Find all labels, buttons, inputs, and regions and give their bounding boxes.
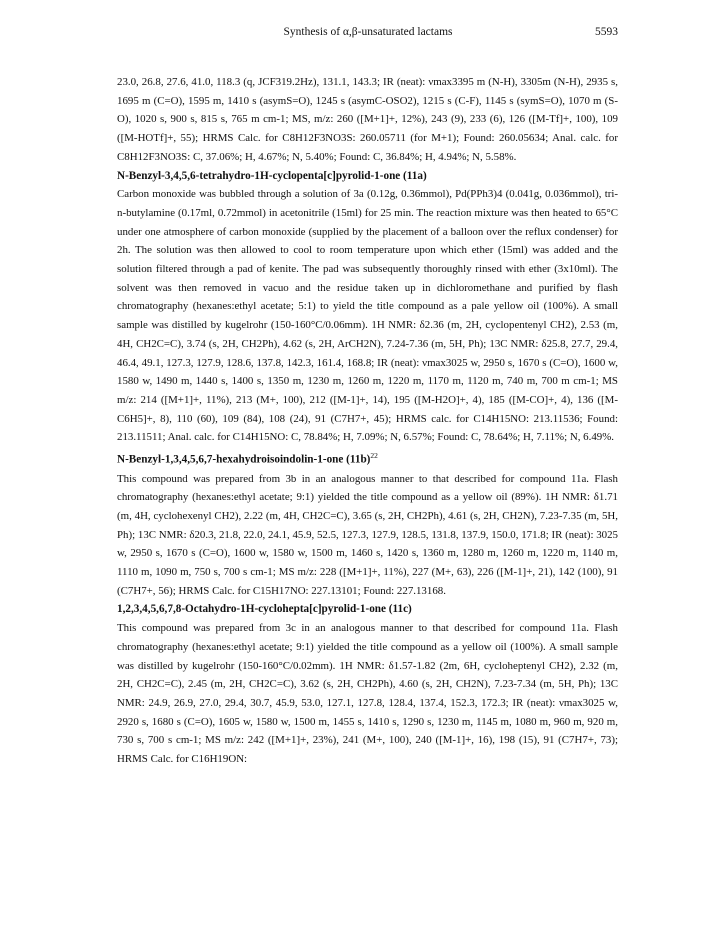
heading-compound-11a [117,167,618,186]
heading-text: 1,2,3,4,5,6,7,8-Octahydro-1H-cyclohepta[c]pyrolid-1-one (11c) [117,603,412,616]
paragraph-compound-11c: This compound was prepared from 3c in an analogous manner to that described for compound 11a. Flash chromatography (hexanes:ethyl acetate; 9:1) yielded the title compound as a yellow oil (100%). A small sample was distilled by kugelrohr (150-160°C/0.02mm). 1H NMR: δ1.57-1.82 (2m, 6H, cycloheptenyl CH2), 2.32 (m, 2H, CH2C=C), 2.45 (m, 2H, CH2C=C), 3.62 (s, 2H, CH2Ph), 4.60 (s, 2H, CH2N), 7.23-7.34 (m, 5H, Ph); 13C NMR: 24.9, 26.9, 27.0, 29.4, 30.7, 45.9, 53.0, 127.1, 127.8, 128.4, 137.4, 152.3, 172.3; IR (neat): νmax3025 w, 2920 s, 1680 s (C=O), 1605 w, 1580 w, 1500 m, 1455 s, 1410 s, 1290 s, 1230 m, 1145 m, 1080 m, 960 m, 920 m, 730 s, 700 s cm-1; MS m/z: 242 ([M+1]+, 23%), 241 (M+, 100), 240 ([M-1]+, 16), 198 (15), 91 (C7H7+, 73); HRMS Calc. for C16H19ON: [117,622,618,766]
running-header [118,26,618,42]
paragraph-compound-11b: This compound was prepared from 3b in an analogous manner to that described for compound 11a. Flash chromatography (hexanes:ethyl acetate; 9:1) yielded the title compound as a yellow oil (89%). 1H NMR: δ1.71 (m, 4H, cyclohexenyl CH2), 2.22 (m, 4H, CH2C=C), 3.65 (s, 2H, CH2Ph), 4.61 (s, 2H, CH2N), 7.23-7.35 (m, 5H, Ph); 13C NMR: δ20.3, 21.8, 22.0, 24.1, 45.9, 52.5, 127.3, 127.9, 128.5, 131.8, 137.9, 150.0, 171.8; IR (neat): 3025 w, 2950 s, 1670 s (C=O), 1600 w, 1580 w, 1500 m, 1460 s, 1420 s, 1360 m, 1280 m, 1260 m, 1220 m, 1140 m, 1110 m, 1090 m, 750 s, 700 s cm-1; MS m/z: 228 ([M+1]+, 11%), 227 (M+, 63), 226 ([M-1]+, 21), 142 (100), 91 (C7H7+, 56); HRMS Calc. for C15H17NO: 227.13101; Found: 227.13168. [117,472,618,597]
reference-superscript: 22 [370,451,378,461]
heading-compound-11c [117,600,618,619]
page-number: 5593 [595,26,618,38]
heading-compound-11b [117,447,618,469]
paragraph-compound-11a: Carbon monoxide was bubbled through a solution of 3a (0.12g, 0.36mmol), Pd(PPh3)4 (0.041g, 0.036mmol), tri-n-butylamine (0.17ml, 0.72mmol) in acetonitrile (15ml) for 25 min. The reaction mixture was then heated to 65°C under one atmosphere of carbon monoxide (supplied by the placement of a balloon over the reflux condenser) for 2h. The solution was then allowed to cool to room temperature upon which ether (15ml) was added and the solution filtered through a pad of kenite. The pad was subsequently thoroughly rinsed with ether (3x10ml). The solvent was then removed in vacuo and the residue taken up in dichloromethane and purified by flash chromatography (hexanes:ethyl acetate; 5:1) to yield the title compound as a pale yellow oil (100%). A small sample was distilled by kugelrohr (150-160°C/0.06mm). 1H NMR: δ2.36 (m, 2H, cyclopentenyl CH2), 2.53 (m, 4H, CH2C=C), 3.74 (s, 2H, CH2Ph), 4.62 (s, 2H, ArCH2N), 7.24-7.36 (m, 5H, Ph); 13C NMR: δ25.8, 27.7, 29.4, 46.4, 49.1, 127.3, 127.9, 128.6, 137.8, 142.3, 161.4, 168.8; IR (neat): νmax3025 w, 2950 s, 1670 s (C=O), 1600 w, 1580 w, 1490 m, 1440 s, 1400 s, 1350 m, 1230 m, 1260 m, 1220 m, 1170 m, 1120 m, 740 m, 700 m cm-1; MS m/z: 214 ([M+1]+, 11%), 213 (M+, 100), 212 ([M-1]+, 14), 195 ([M-H2O]+, 4), 185 ([M-CO]+, 4), 136 ([M-C6H5]+, 8), 110 (60), 109 (84), 108 (24), 91 (C7H7+, 45); HRMS calc. for C14H15NO: 213.11536; Found: 213.11511; Anal. calc. for C14H15NO: C, 78.84%; H, 7.09%; N, 6.57%; Found: C, 78.64%; H, 7.11%; N, 6.49%. [117,188,618,444]
heading-text: N-Benzyl-1,3,4,5,6,7-hexahydroisoindolin-1-one (11b) [117,453,371,466]
paragraph-11-characterization-tail: 23.0, 26.8, 27.6, 41.0, 118.3 (q, JCF319.2Hz), 131.1, 143.3; IR (neat): νmax3395 m (N-H), 3305m (N-H), 2935 s, 1695 m (C=O), 1595 m, 1410 s (asymS=O), 1245 s (asymC-OSO2), 1215 s (C-F), 1145 s (symS=O), 1070 m (S-O), 1020 s, 900 s, 815 s, 765 m cm-1; MS, m/z: 260 ([M+1]+, 12%), 243 (9), 233 (6), 126 ([M-Tf]+, 100), 109 ([M-HOTf]+, 55); HRMS Calc. for C8H12F3NO3S: 260.05711 (for M+1); Found: 260.05634; Anal. calc. for C8H12F3NO3S: C, 37.06%; H, 4.67%; N, 5.40%; Found: C, 36.84%; H, 4.94%; N, 5.58%. [117,76,618,163]
heading-text: N-Benzyl-3,4,5,6-tetrahydro-1H-cyclopenta[c]pyrolid-1-one (11a) [117,169,427,182]
document-body [117,73,618,769]
running-title: Synthesis of α,β-unsaturated lactams [283,26,453,38]
